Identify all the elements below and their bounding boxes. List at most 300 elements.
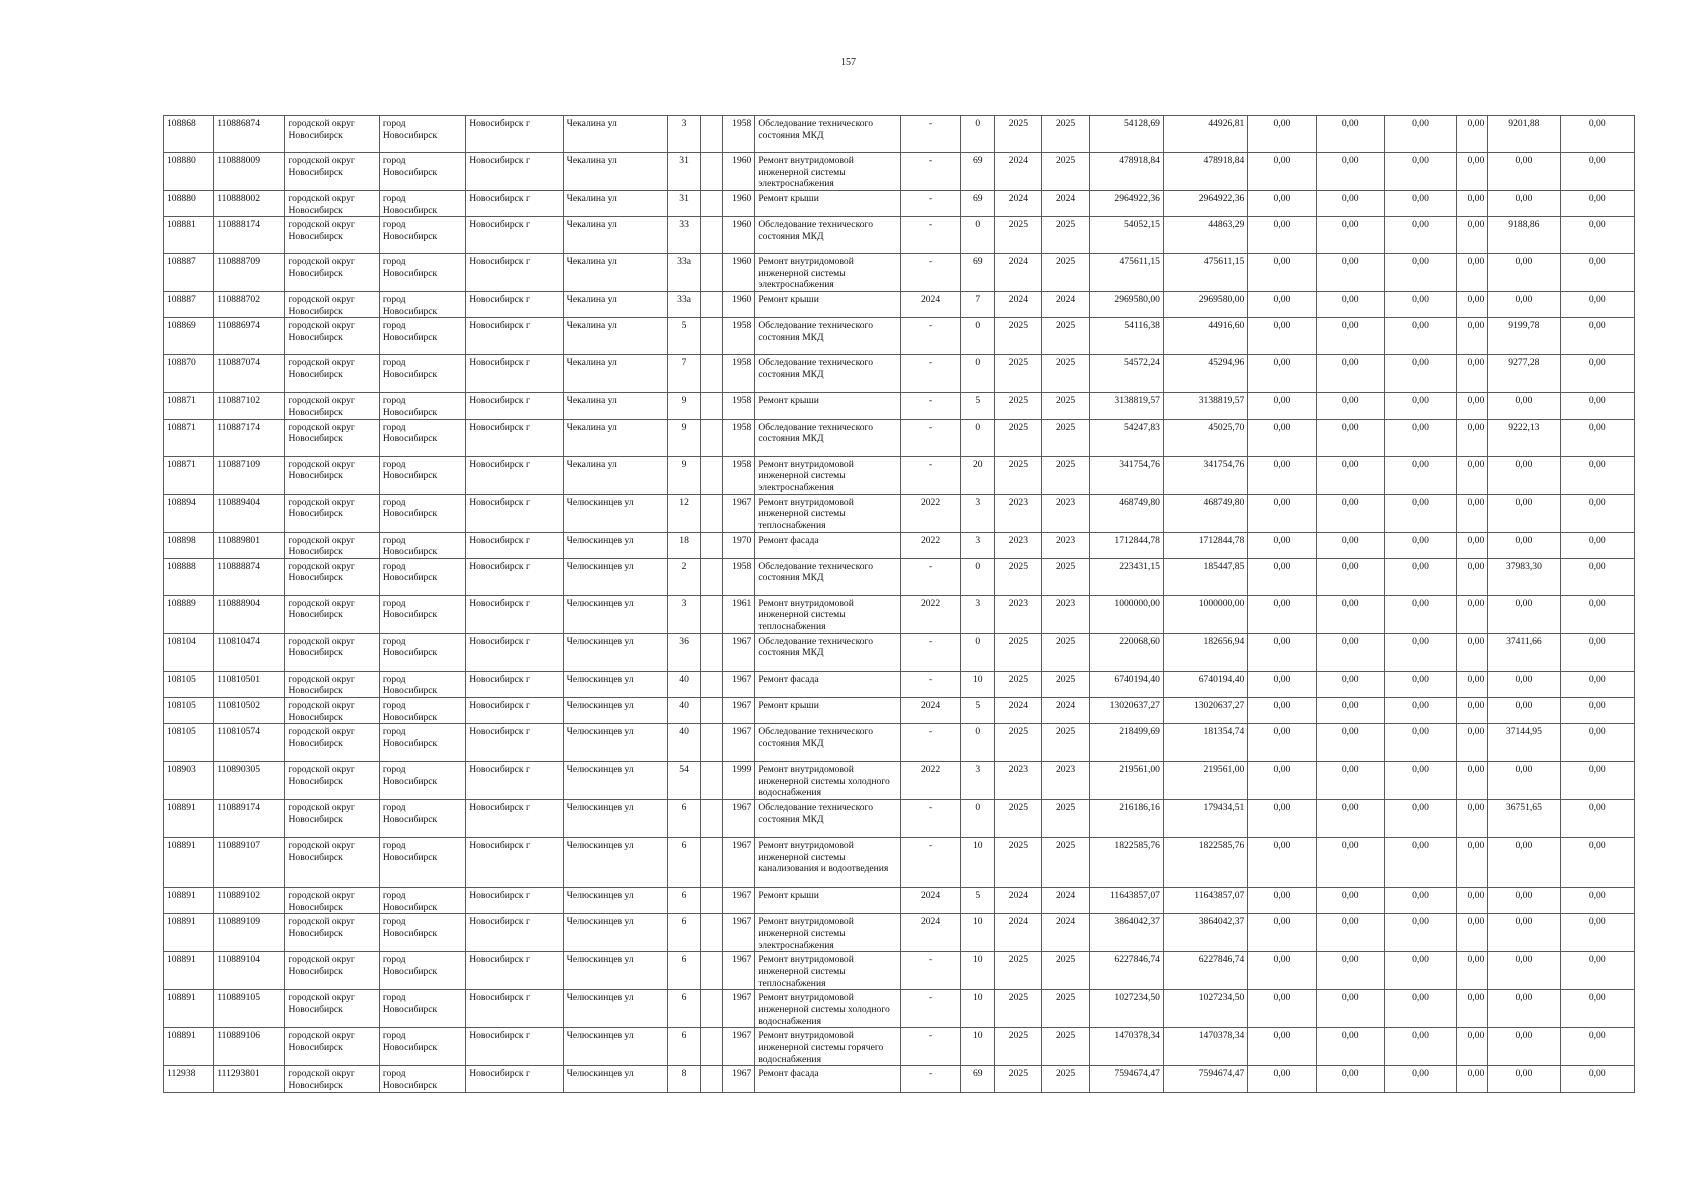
cell-other-sources: 0,00 xyxy=(1457,914,1488,952)
cell-plan-start-year: 2025 xyxy=(995,800,1042,838)
cell-budget-federal: 0,00 xyxy=(1248,393,1316,419)
cell-locality: Новосибирск г xyxy=(466,116,563,153)
cell-work-type: Ремонт внутридомовой инженерной системы холодного водоснабжения xyxy=(755,990,901,1028)
cell-build-year: 1967 xyxy=(723,990,755,1028)
cell-settlement: город Новосибирск xyxy=(379,558,465,595)
cell-house-number: 9 xyxy=(668,419,701,456)
table-row xyxy=(164,456,1635,494)
cell-budget-federal: 0,00 xyxy=(1248,800,1316,838)
cell-house-id: 108894 xyxy=(164,494,214,532)
cell-budget-local: 0,00 xyxy=(1384,558,1456,595)
cell-budget-federal: 0,00 xyxy=(1248,990,1316,1028)
cell-house-id: 108891 xyxy=(164,1028,214,1066)
cell-fund-cost: 44863,29 xyxy=(1163,217,1247,254)
cell-settlement: город Новосибирск xyxy=(379,595,465,633)
cell-owner-funds: 0,00 xyxy=(1488,697,1560,723)
cell-wear-percent: 0 xyxy=(961,800,995,838)
cell-house-id: 112938 xyxy=(164,1066,214,1092)
cell-settlement: город Новосибирск xyxy=(379,888,465,914)
cell-work-type: Ремонт внутридомовой инженерной системы электроснабжения xyxy=(755,153,901,191)
cell-other-sources: 0,00 xyxy=(1457,888,1488,914)
cell-municipal-district: городской округ Новосибирск xyxy=(285,254,379,292)
cell-locality: Новосибирск г xyxy=(466,697,563,723)
table-row xyxy=(164,762,1635,800)
cell-budget-regional: 0,00 xyxy=(1316,838,1384,888)
cell-build-year: 1967 xyxy=(723,800,755,838)
cell-other-sources: 0,00 xyxy=(1457,393,1488,419)
cell-plan-end-year: 2024 xyxy=(1042,292,1089,318)
cell-prev-program-year: - xyxy=(900,153,960,191)
cell-owner-funds: 0,00 xyxy=(1488,191,1560,217)
cell-locality: Новосибирск г xyxy=(466,838,563,888)
cell-locality: Новосибирск г xyxy=(466,254,563,292)
cell-other-sources: 0,00 xyxy=(1457,419,1488,456)
cell-street: Чекалина ул xyxy=(563,191,667,217)
cell-street: Челюскинцев ул xyxy=(563,494,667,532)
cell-budget-federal: 0,00 xyxy=(1248,355,1316,393)
cell-build-year: 1958 xyxy=(723,116,755,153)
cell-budget-local: 0,00 xyxy=(1384,355,1456,393)
cell-prev-program-year: - xyxy=(900,254,960,292)
cell-work-type: Обследование технического состояния МКД xyxy=(755,800,901,838)
cell-building-letter xyxy=(701,558,723,595)
cell-work-type: Ремонт внутридомовой инженерной системы горячего водоснабжения xyxy=(755,1028,901,1066)
cell-budget-local: 0,00 xyxy=(1384,116,1456,153)
cell-plan-start-year: 2024 xyxy=(995,153,1042,191)
cell-budget-local: 0,00 xyxy=(1384,191,1456,217)
cell-owner-funds: 0,00 xyxy=(1488,671,1560,697)
cell-settlement: город Новосибирск xyxy=(379,990,465,1028)
cell-other-sources: 0,00 xyxy=(1457,494,1488,532)
cell-plan-end-year: 2025 xyxy=(1042,952,1089,990)
cell-plan-start-year: 2025 xyxy=(995,1066,1042,1092)
cell-build-year: 1967 xyxy=(723,1028,755,1066)
cell-work-id: 111293801 xyxy=(214,1066,285,1092)
cell-house-number: 33 xyxy=(668,217,701,254)
cell-building-letter xyxy=(701,116,723,153)
cell-work-type: Ремонт внутридомовой инженерной системы теплоснабжения xyxy=(755,952,901,990)
cell-house-id: 108105 xyxy=(164,671,214,697)
cell-work-id: 110886874 xyxy=(214,116,285,153)
cell-work-type: Ремонт внутридомовой инженерной системы холодного водоснабжения xyxy=(755,762,901,800)
cell-house-id: 108891 xyxy=(164,914,214,952)
cell-fund-cost: 6227846,74 xyxy=(1163,952,1247,990)
cell-additional-funds: 0,00 xyxy=(1560,355,1634,393)
cell-settlement: город Новосибирск xyxy=(379,456,465,494)
cell-wear-percent: 69 xyxy=(961,153,995,191)
cell-building-letter xyxy=(701,888,723,914)
cell-owner-funds: 0,00 xyxy=(1488,153,1560,191)
cell-build-year: 1967 xyxy=(723,724,755,762)
cell-budget-federal: 0,00 xyxy=(1248,1066,1316,1092)
cell-additional-funds: 0,00 xyxy=(1560,990,1634,1028)
cell-house-id: 108887 xyxy=(164,292,214,318)
cell-budget-regional: 0,00 xyxy=(1316,724,1384,762)
cell-municipal-district: городской округ Новосибирск xyxy=(285,456,379,494)
cell-budget-federal: 0,00 xyxy=(1248,532,1316,558)
cell-budget-local: 0,00 xyxy=(1384,1066,1456,1092)
cell-settlement: город Новосибирск xyxy=(379,724,465,762)
cell-street: Челюскинцев ул xyxy=(563,724,667,762)
cell-work-id: 110888174 xyxy=(214,217,285,254)
cell-building-letter xyxy=(701,456,723,494)
cell-street: Чекалина ул xyxy=(563,318,667,355)
cell-budget-federal: 0,00 xyxy=(1248,888,1316,914)
cell-building-letter xyxy=(701,724,723,762)
cell-work-type: Обследование технического состояния МКД xyxy=(755,116,901,153)
cell-street: Челюскинцев ул xyxy=(563,1028,667,1066)
cell-total-cost: 216186,16 xyxy=(1089,800,1163,838)
cell-house-id: 108870 xyxy=(164,355,214,393)
cell-work-id: 110887102 xyxy=(214,393,285,419)
cell-plan-end-year: 2025 xyxy=(1042,318,1089,355)
cell-plan-end-year: 2024 xyxy=(1042,697,1089,723)
cell-house-id: 108889 xyxy=(164,595,214,633)
cell-work-id: 110887074 xyxy=(214,355,285,393)
cell-budget-local: 0,00 xyxy=(1384,153,1456,191)
cell-municipal-district: городской округ Новосибирск xyxy=(285,888,379,914)
cell-build-year: 1967 xyxy=(723,633,755,671)
cell-wear-percent: 69 xyxy=(961,254,995,292)
cell-wear-percent: 7 xyxy=(961,292,995,318)
cell-additional-funds: 0,00 xyxy=(1560,1028,1634,1066)
cell-house-number: 6 xyxy=(668,838,701,888)
cell-other-sources: 0,00 xyxy=(1457,990,1488,1028)
cell-settlement: город Новосибирск xyxy=(379,914,465,952)
cell-house-id: 108891 xyxy=(164,838,214,888)
cell-other-sources: 0,00 xyxy=(1457,671,1488,697)
cell-work-type: Ремонт фасада xyxy=(755,1066,901,1092)
cell-building-letter xyxy=(701,532,723,558)
cell-additional-funds: 0,00 xyxy=(1560,914,1634,952)
cell-street: Чекалина ул xyxy=(563,393,667,419)
cell-plan-end-year: 2024 xyxy=(1042,191,1089,217)
cell-house-number: 9 xyxy=(668,393,701,419)
cell-budget-local: 0,00 xyxy=(1384,888,1456,914)
cell-total-cost: 218499,69 xyxy=(1089,724,1163,762)
cell-house-number: 31 xyxy=(668,153,701,191)
cell-locality: Новосибирск г xyxy=(466,800,563,838)
table-row xyxy=(164,697,1635,723)
cell-work-type: Ремонт внутридомовой инженерной системы электроснабжения xyxy=(755,914,901,952)
cell-building-letter xyxy=(701,318,723,355)
cell-owner-funds: 0,00 xyxy=(1488,494,1560,532)
cell-total-cost: 54572,24 xyxy=(1089,355,1163,393)
cell-wear-percent: 69 xyxy=(961,191,995,217)
cell-owner-funds: 0,00 xyxy=(1488,762,1560,800)
cell-prev-program-year: - xyxy=(900,393,960,419)
cell-budget-regional: 0,00 xyxy=(1316,355,1384,393)
cell-house-number: 6 xyxy=(668,914,701,952)
cell-locality: Новосибирск г xyxy=(466,532,563,558)
cell-municipal-district: городской округ Новосибирск xyxy=(285,838,379,888)
cell-budget-federal: 0,00 xyxy=(1248,914,1316,952)
table-row xyxy=(164,217,1635,254)
cell-total-cost: 13020637,27 xyxy=(1089,697,1163,723)
cell-wear-percent: 3 xyxy=(961,532,995,558)
cell-owner-funds: 37983,30 xyxy=(1488,558,1560,595)
cell-prev-program-year: - xyxy=(900,800,960,838)
cell-prev-program-year: - xyxy=(900,217,960,254)
cell-build-year: 1967 xyxy=(723,888,755,914)
cell-municipal-district: городской округ Новосибирск xyxy=(285,595,379,633)
cell-work-id: 110889404 xyxy=(214,494,285,532)
cell-owner-funds: 0,00 xyxy=(1488,990,1560,1028)
cell-budget-regional: 0,00 xyxy=(1316,697,1384,723)
cell-work-id: 110888002 xyxy=(214,191,285,217)
cell-build-year: 1958 xyxy=(723,419,755,456)
cell-budget-federal: 0,00 xyxy=(1248,671,1316,697)
cell-build-year: 1958 xyxy=(723,393,755,419)
cell-house-id: 108871 xyxy=(164,393,214,419)
cell-building-letter xyxy=(701,217,723,254)
cell-house-number: 8 xyxy=(668,1066,701,1092)
cell-work-type: Обследование технического состояния МКД xyxy=(755,355,901,393)
cell-budget-federal: 0,00 xyxy=(1248,697,1316,723)
cell-budget-regional: 0,00 xyxy=(1316,914,1384,952)
cell-plan-end-year: 2025 xyxy=(1042,254,1089,292)
cell-plan-start-year: 2025 xyxy=(995,318,1042,355)
cell-house-number: 33а xyxy=(668,254,701,292)
cell-fund-cost: 478918,84 xyxy=(1163,153,1247,191)
cell-street: Челюскинцев ул xyxy=(563,800,667,838)
cell-budget-local: 0,00 xyxy=(1384,762,1456,800)
cell-other-sources: 0,00 xyxy=(1457,116,1488,153)
cell-municipal-district: городской округ Новосибирск xyxy=(285,393,379,419)
cell-house-id: 108868 xyxy=(164,116,214,153)
cell-owner-funds: 0,00 xyxy=(1488,838,1560,888)
cell-plan-end-year: 2025 xyxy=(1042,671,1089,697)
cell-work-type: Ремонт внутридомовой инженерной системы теплоснабжения xyxy=(755,595,901,633)
cell-work-id: 110889107 xyxy=(214,838,285,888)
cell-plan-end-year: 2023 xyxy=(1042,595,1089,633)
cell-work-type: Ремонт фасада xyxy=(755,671,901,697)
cell-plan-end-year: 2025 xyxy=(1042,1066,1089,1092)
cell-budget-regional: 0,00 xyxy=(1316,494,1384,532)
cell-plan-end-year: 2025 xyxy=(1042,990,1089,1028)
cell-street: Чекалина ул xyxy=(563,292,667,318)
cell-prev-program-year: - xyxy=(900,191,960,217)
cell-wear-percent: 10 xyxy=(961,990,995,1028)
cell-work-type: Ремонт крыши xyxy=(755,697,901,723)
table-row xyxy=(164,318,1635,355)
cell-building-letter xyxy=(701,355,723,393)
cell-total-cost: 468749,80 xyxy=(1089,494,1163,532)
cell-wear-percent: 10 xyxy=(961,671,995,697)
cell-other-sources: 0,00 xyxy=(1457,456,1488,494)
cell-municipal-district: городской округ Новосибирск xyxy=(285,914,379,952)
cell-work-type: Обследование технического состояния МКД xyxy=(755,633,901,671)
cell-wear-percent: 10 xyxy=(961,914,995,952)
cell-budget-regional: 0,00 xyxy=(1316,558,1384,595)
cell-other-sources: 0,00 xyxy=(1457,254,1488,292)
cell-fund-cost: 1822585,76 xyxy=(1163,838,1247,888)
cell-settlement: город Новосибирск xyxy=(379,393,465,419)
cell-building-letter xyxy=(701,800,723,838)
cell-locality: Новосибирск г xyxy=(466,724,563,762)
cell-other-sources: 0,00 xyxy=(1457,595,1488,633)
cell-house-number: 6 xyxy=(668,952,701,990)
cell-prev-program-year: - xyxy=(900,1066,960,1092)
cell-prev-program-year: - xyxy=(900,318,960,355)
cell-budget-local: 0,00 xyxy=(1384,838,1456,888)
cell-municipal-district: городской округ Новосибирск xyxy=(285,217,379,254)
cell-additional-funds: 0,00 xyxy=(1560,952,1634,990)
cell-house-number: 40 xyxy=(668,724,701,762)
cell-prev-program-year: 2022 xyxy=(900,762,960,800)
table-row xyxy=(164,1066,1635,1092)
cell-plan-end-year: 2025 xyxy=(1042,558,1089,595)
cell-street: Челюскинцев ул xyxy=(563,558,667,595)
cell-build-year: 1967 xyxy=(723,494,755,532)
cell-build-year: 1967 xyxy=(723,838,755,888)
cell-wear-percent: 0 xyxy=(961,355,995,393)
cell-plan-end-year: 2025 xyxy=(1042,456,1089,494)
cell-locality: Новосибирск г xyxy=(466,888,563,914)
cell-total-cost: 220068,60 xyxy=(1089,633,1163,671)
cell-municipal-district: городской округ Новосибирск xyxy=(285,1066,379,1092)
cell-municipal-district: городской округ Новосибирск xyxy=(285,800,379,838)
cell-prev-program-year: 2022 xyxy=(900,595,960,633)
cell-wear-percent: 0 xyxy=(961,724,995,762)
cell-locality: Новосибирск г xyxy=(466,318,563,355)
cell-budget-regional: 0,00 xyxy=(1316,671,1384,697)
cell-street: Челюскинцев ул xyxy=(563,532,667,558)
cell-budget-regional: 0,00 xyxy=(1316,532,1384,558)
cell-building-letter xyxy=(701,633,723,671)
cell-fund-cost: 3138819,57 xyxy=(1163,393,1247,419)
cell-locality: Новосибирск г xyxy=(466,595,563,633)
cell-other-sources: 0,00 xyxy=(1457,532,1488,558)
cell-plan-start-year: 2023 xyxy=(995,595,1042,633)
cell-settlement: город Новосибирск xyxy=(379,153,465,191)
cell-build-year: 1999 xyxy=(723,762,755,800)
cell-wear-percent: 3 xyxy=(961,595,995,633)
cell-house-number: 6 xyxy=(668,888,701,914)
cell-owner-funds: 0,00 xyxy=(1488,292,1560,318)
cell-plan-start-year: 2024 xyxy=(995,888,1042,914)
table-row xyxy=(164,671,1635,697)
cell-street: Чекалина ул xyxy=(563,456,667,494)
cell-wear-percent: 0 xyxy=(961,116,995,153)
cell-work-id: 110810574 xyxy=(214,724,285,762)
cell-budget-federal: 0,00 xyxy=(1248,153,1316,191)
cell-total-cost: 223431,15 xyxy=(1089,558,1163,595)
cell-budget-federal: 0,00 xyxy=(1248,318,1316,355)
cell-total-cost: 54116,38 xyxy=(1089,318,1163,355)
cell-fund-cost: 182656,94 xyxy=(1163,633,1247,671)
cell-fund-cost: 45294,96 xyxy=(1163,355,1247,393)
cell-budget-local: 0,00 xyxy=(1384,393,1456,419)
cell-budget-regional: 0,00 xyxy=(1316,116,1384,153)
cell-municipal-district: городской округ Новосибирск xyxy=(285,355,379,393)
cell-building-letter xyxy=(701,595,723,633)
cell-work-type: Обследование технического состояния МКД xyxy=(755,217,901,254)
cell-budget-local: 0,00 xyxy=(1384,724,1456,762)
table-row xyxy=(164,292,1635,318)
cell-prev-program-year: - xyxy=(900,558,960,595)
cell-locality: Новосибирск г xyxy=(466,456,563,494)
cell-budget-regional: 0,00 xyxy=(1316,456,1384,494)
cell-plan-end-year: 2025 xyxy=(1042,393,1089,419)
cell-prev-program-year: 2024 xyxy=(900,914,960,952)
cell-additional-funds: 0,00 xyxy=(1560,888,1634,914)
cell-total-cost: 1027234,50 xyxy=(1089,990,1163,1028)
cell-other-sources: 0,00 xyxy=(1457,838,1488,888)
cell-plan-end-year: 2024 xyxy=(1042,888,1089,914)
cell-settlement: город Новосибирск xyxy=(379,116,465,153)
cell-budget-local: 0,00 xyxy=(1384,671,1456,697)
cell-other-sources: 0,00 xyxy=(1457,800,1488,838)
cell-budget-federal: 0,00 xyxy=(1248,254,1316,292)
cell-fund-cost: 341754,76 xyxy=(1163,456,1247,494)
cell-prev-program-year: 2024 xyxy=(900,292,960,318)
cell-additional-funds: 0,00 xyxy=(1560,254,1634,292)
cell-plan-end-year: 2025 xyxy=(1042,724,1089,762)
cell-plan-end-year: 2023 xyxy=(1042,762,1089,800)
cell-work-id: 110889801 xyxy=(214,532,285,558)
cell-owner-funds: 0,00 xyxy=(1488,1066,1560,1092)
table-row xyxy=(164,355,1635,393)
cell-plan-end-year: 2025 xyxy=(1042,419,1089,456)
cell-budget-regional: 0,00 xyxy=(1316,1028,1384,1066)
cell-work-id: 110810502 xyxy=(214,697,285,723)
cell-budget-local: 0,00 xyxy=(1384,494,1456,532)
cell-work-type: Ремонт внутридомовой инженерной системы теплоснабжения xyxy=(755,494,901,532)
cell-plan-start-year: 2023 xyxy=(995,494,1042,532)
cell-other-sources: 0,00 xyxy=(1457,952,1488,990)
cell-budget-local: 0,00 xyxy=(1384,217,1456,254)
cell-other-sources: 0,00 xyxy=(1457,724,1488,762)
cell-locality: Новосибирск г xyxy=(466,633,563,671)
cell-prev-program-year: - xyxy=(900,116,960,153)
cell-additional-funds: 0,00 xyxy=(1560,558,1634,595)
cell-prev-program-year: - xyxy=(900,838,960,888)
cell-additional-funds: 0,00 xyxy=(1560,595,1634,633)
cell-municipal-district: городской округ Новосибирск xyxy=(285,762,379,800)
cell-municipal-district: городской округ Новосибирск xyxy=(285,671,379,697)
cell-plan-end-year: 2023 xyxy=(1042,532,1089,558)
cell-prev-program-year: - xyxy=(900,633,960,671)
cell-street: Челюскинцев ул xyxy=(563,914,667,952)
table-row xyxy=(164,419,1635,456)
cell-owner-funds: 9199,78 xyxy=(1488,318,1560,355)
cell-other-sources: 0,00 xyxy=(1457,191,1488,217)
cell-fund-cost: 468749,80 xyxy=(1163,494,1247,532)
cell-work-id: 110889174 xyxy=(214,800,285,838)
cell-prev-program-year: - xyxy=(900,952,960,990)
cell-total-cost: 3864042,37 xyxy=(1089,914,1163,952)
cell-wear-percent: 0 xyxy=(961,318,995,355)
cell-fund-cost: 1000000,00 xyxy=(1163,595,1247,633)
cell-additional-funds: 0,00 xyxy=(1560,292,1634,318)
cell-work-id: 110886974 xyxy=(214,318,285,355)
cell-locality: Новосибирск г xyxy=(466,355,563,393)
table-row xyxy=(164,393,1635,419)
cell-fund-cost: 44916,60 xyxy=(1163,318,1247,355)
registry-body xyxy=(164,116,1635,1093)
cell-build-year: 1960 xyxy=(723,254,755,292)
cell-total-cost: 54052,15 xyxy=(1089,217,1163,254)
cell-house-id: 108891 xyxy=(164,990,214,1028)
cell-settlement: город Новосибирск xyxy=(379,1028,465,1066)
cell-prev-program-year: - xyxy=(900,1028,960,1066)
cell-work-type: Обследование технического состояния МКД xyxy=(755,419,901,456)
cell-plan-end-year: 2025 xyxy=(1042,633,1089,671)
cell-fund-cost: 2969580,00 xyxy=(1163,292,1247,318)
cell-building-letter xyxy=(701,990,723,1028)
cell-additional-funds: 0,00 xyxy=(1560,153,1634,191)
